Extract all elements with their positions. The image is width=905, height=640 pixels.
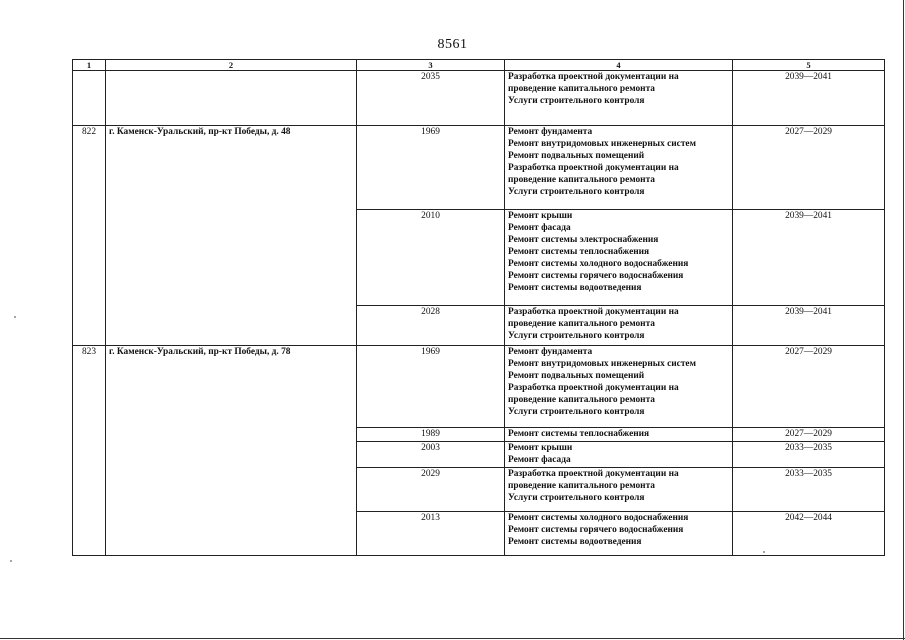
work-item: Ремонт системы теплоснабжения [508, 429, 650, 439]
year-cell: 2013 [357, 512, 505, 556]
work-item: Ремонт системы теплоснабжения [508, 247, 650, 257]
column-header: 5 [733, 60, 885, 71]
works-cell [505, 442, 733, 468]
work-item: Ремонт внутридомовых инженерных систем [508, 139, 696, 149]
period-cell: 2039—2041 [733, 306, 885, 346]
work-item: Ремонт системы холодного водоснабжения [508, 513, 689, 523]
building-address: г. Каменск-Уральский, пр-кт Победы, д. 78 [106, 346, 357, 556]
work-item: Ремонт внутридомовых инженерных систем [508, 359, 696, 369]
work-item: Услуги строительного контроля [508, 187, 645, 197]
year-cell: 2029 [357, 468, 505, 512]
work-item: Разработка проектной документации на [508, 469, 679, 479]
work-item: Ремонт подвальных помещений [508, 151, 645, 161]
work-item: проведение капитального ремонта [508, 319, 655, 329]
work-item: Ремонт крыши [508, 443, 573, 453]
works-cell [505, 306, 733, 346]
work-item: Ремонт системы горячего водоснабжения [508, 525, 684, 535]
work-item: Ремонт фасада [508, 223, 571, 233]
year-cell: 1969 [357, 126, 505, 210]
work-item: Разработка проектной документации на [508, 307, 679, 317]
work-item: Ремонт системы холодного водоснабжения [508, 259, 689, 269]
work-item: Ремонт системы горячего водоснабжения [508, 271, 684, 281]
works-cell [505, 71, 733, 126]
work-item: Ремонт фундамента [508, 347, 593, 357]
table-row [73, 126, 885, 210]
scan-speck [10, 560, 12, 562]
work-item: Услуги строительного контроля [508, 331, 645, 341]
period-cell: 2027—2029 [733, 346, 885, 428]
year-cell: 1969 [357, 346, 505, 428]
column-header: 4 [505, 60, 733, 71]
row-number: 823 [73, 346, 106, 556]
work-item: Ремонт фасада [508, 455, 571, 465]
column-header: 1 [73, 60, 106, 71]
work-item: Ремонт крыши [508, 211, 573, 221]
works-cell [505, 210, 733, 306]
work-item: Разработка проектной документации на [508, 163, 679, 173]
work-item: проведение капитального ремонта [508, 481, 655, 491]
period-cell: 2027—2029 [733, 126, 885, 210]
period-cell: 2042—2044 [733, 512, 885, 556]
year-cell: 2010 [357, 210, 505, 306]
work-item: проведение капитального ремонта [508, 84, 655, 94]
work-item: Ремонт системы водоотведения [508, 283, 642, 293]
year-cell: 2035 [357, 71, 505, 126]
work-item: Услуги строительного контроля [508, 407, 645, 417]
period-cell: 2039—2041 [733, 210, 885, 306]
work-item: Услуги строительного контроля [508, 96, 645, 106]
column-header: 2 [106, 60, 357, 71]
row-number [73, 71, 106, 126]
works-cell [505, 346, 733, 428]
scan-speck [763, 551, 765, 553]
building-address: г. Каменск-Уральский, пр-кт Победы, д. 48 [106, 126, 357, 346]
works-cell [505, 428, 733, 442]
period-cell: 2027—2029 [733, 428, 885, 442]
work-item: Ремонт системы водоотведения [508, 537, 642, 547]
column-header-row [73, 60, 885, 71]
work-item: Ремонт подвальных помещений [508, 371, 645, 381]
column-header: 3 [357, 60, 505, 71]
period-cell: 2033—2035 [733, 442, 885, 468]
table-body [73, 71, 885, 556]
scan-border-bottom [0, 638, 905, 639]
table-row [73, 346, 885, 428]
work-item: Ремонт фундамента [508, 127, 593, 137]
year-cell: 1989 [357, 428, 505, 442]
year-cell: 2003 [357, 442, 505, 468]
year-cell: 2028 [357, 306, 505, 346]
scan-speck [14, 316, 16, 318]
work-item: проведение капитального ремонта [508, 395, 655, 405]
works-cell [505, 126, 733, 210]
row-number: 822 [73, 126, 106, 346]
table-row [73, 71, 885, 126]
work-item: Разработка проектной документации на [508, 383, 679, 393]
work-item: Разработка проектной документации на [508, 72, 679, 82]
work-item: проведение капитального ремонта [508, 175, 655, 185]
work-item: Услуги строительного контроля [508, 493, 645, 503]
period-cell: 2033—2035 [733, 468, 885, 512]
building-address [106, 71, 357, 126]
period-cell: 2039—2041 [733, 71, 885, 126]
works-cell [505, 468, 733, 512]
scan-border-right [903, 0, 904, 640]
repair-schedule-table [72, 59, 885, 556]
works-cell [505, 512, 733, 556]
page-number: 8561 [437, 37, 468, 52]
work-item: Ремонт системы электроснабжения [508, 235, 659, 245]
